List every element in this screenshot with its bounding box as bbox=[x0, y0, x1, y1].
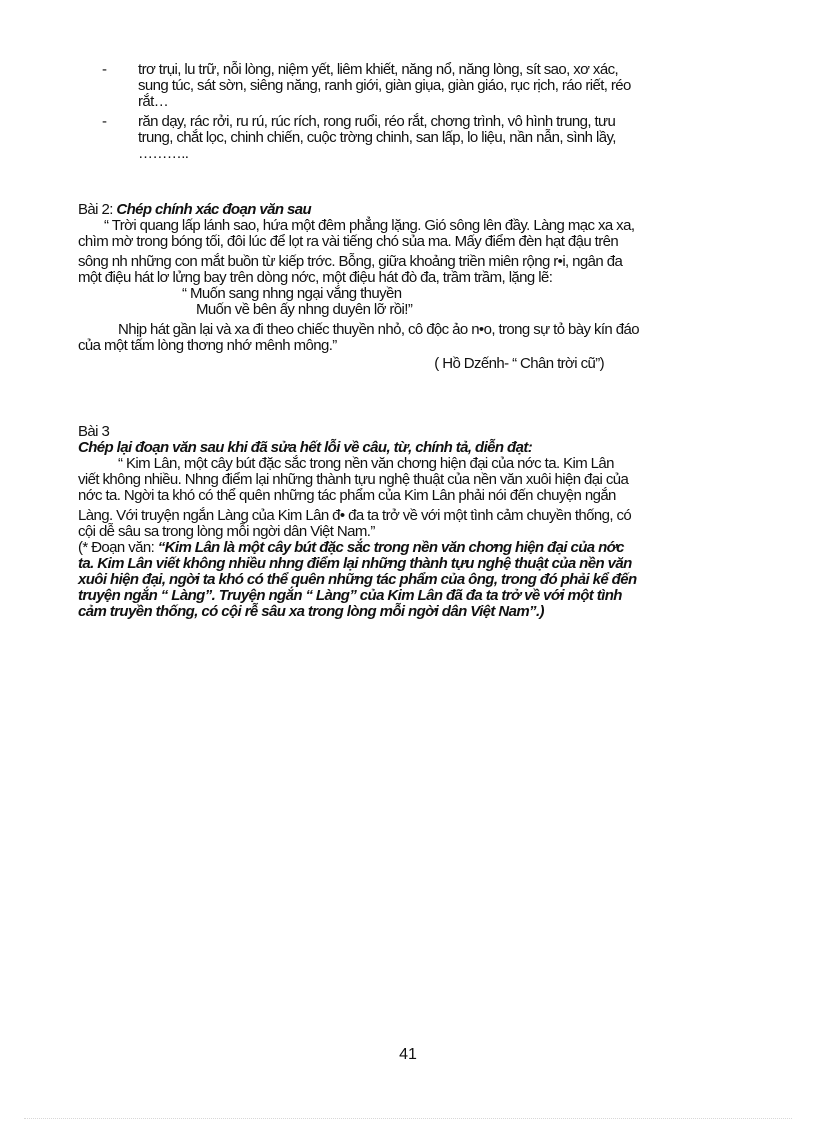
passage-line: “ Trời quang lấp lánh sao, hứa một đêm phẳng lặng. Gió sông lên đầy. Làng mạc xa xa, bbox=[104, 217, 635, 234]
list-line: răn dạy, rác rởi, ru rú, rúc rích, rong ruổi, réo rắt, chơng trình, vô hình trung, tưu bbox=[138, 113, 616, 130]
exercise-2 bbox=[78, 202, 728, 372]
corrected-text: xuôi hiện đại, ngời ta khó có thể quên những tác phẩm của ông, trong đó phải kể đến bbox=[78, 571, 637, 588]
exercise-3 bbox=[78, 424, 728, 620]
list-dash: - bbox=[102, 113, 107, 130]
exercise-3-title: Chép lại đoạn văn sau khi đã sửa hết lỗi về câu, từ, chính tả, diễn đạt: bbox=[78, 439, 533, 456]
passage-line: “ Kim Lân, một cây bút đặc sắc trong nền văn chơng hiện đại của nớc ta. Kim Lân bbox=[118, 455, 614, 472]
list-line: trung, chắt lọc, chinh chiến, cuộc trờng chinh, san lấp, lo liệu, nần nẫn, sình lầy, bbox=[138, 129, 616, 146]
corrected-text: cảm truyền thống, có cội rễ sâu xa trong lòng mỗi ngời dân Việt Nam”.) bbox=[78, 603, 544, 620]
list-line: trơ trụi, lu trữ, nỗi lòng, niệm yết, liêm khiết, năng nổ, năng lòng, sít sao, xơ xác, bbox=[138, 61, 619, 78]
exercise-3-label: Bài 3 bbox=[78, 423, 110, 440]
passage-line: sông nh những con mắt buồn từ kiếp trớc. Bỗng, giữa khoảng triền miên rộng r•i, ngân đa bbox=[78, 253, 623, 270]
corrected-text: “Kim Lân là một cây bút đặc sắc trong nền văn chơng hiện đại của nớc bbox=[157, 539, 624, 556]
passage-line: một điệu hát lơ lửng bay trên dòng nớc, một điệu hát đò đa, trầm trầm, lặng lẽ: bbox=[78, 269, 553, 286]
exercise-2-heading bbox=[78, 202, 728, 218]
passage-line: cội dễ sâu sa trong lòng mỗi ngời dân Việt Nam.” bbox=[78, 523, 375, 540]
poem-line: “ Muốn sang nhng ngại vắng thuyền bbox=[182, 285, 402, 302]
list-line: sung túc, sát sờn, siêng năng, ranh giới, giàn giụa, giàn giáo, rục rịch, ráo riết, réo bbox=[138, 77, 631, 94]
passage-line: Nhịp hát gần lại và xa đi theo chiếc thuyền nhỏ, cô độc ảo n•o, trong sự tỏ bày kín đáo bbox=[118, 321, 639, 338]
list-line: ……….. bbox=[138, 145, 189, 162]
exercise-2-title: Chép chính xác đoạn văn sau bbox=[116, 201, 312, 218]
note-prefix: (* Đoạn văn: bbox=[78, 539, 158, 556]
corrected-note-line bbox=[78, 540, 728, 556]
list-dash: - bbox=[102, 61, 107, 78]
citation: ( Hồ Dzếnh- “ Chân trời cũ”) bbox=[434, 355, 604, 372]
corrected-text: truyện ngắn “ Làng”. Truyện ngắn “ Làng” của Kim Lân đã đa ta trở về với một tình bbox=[78, 587, 622, 604]
passage-line: viết không nhiều. Nhng điểm lại những thành tựu nghệ thuật của nền văn xuôi hiện đại của bbox=[78, 471, 629, 488]
page-number: 41 bbox=[399, 1046, 417, 1063]
exercise-2-label: Bài 2: bbox=[78, 201, 113, 218]
corrected-text: ta. Kim Lân viết không nhiều nhng điểm lại những thành tựu nghệ thuật của nền văn bbox=[78, 555, 632, 572]
passage-line: của một tấm lòng thơng nhớ mênh mông.” bbox=[78, 337, 337, 354]
poem-line: Muốn về bên ấy nhng duyên lỡ rồi!” bbox=[196, 301, 413, 318]
footer-divider bbox=[24, 1118, 792, 1119]
passage-line: chìm mờ trong bóng tối, đôi lúc để lọt ra vài tiếng chó sủa ma. Mấy điểm đèn hạt đậu trên bbox=[78, 233, 619, 250]
passage-line: nớc ta. Ngời ta khó có thể quên những tác phẩm của Kim Lân phải nói đến chuyện ngắn bbox=[78, 487, 616, 504]
passage-line: Làng. Với truyện ngắn Làng của Kim Lân đ• đa ta trở về với một tình cảm chuyền thống, có bbox=[78, 507, 632, 524]
list-line: rắt… bbox=[138, 93, 169, 110]
